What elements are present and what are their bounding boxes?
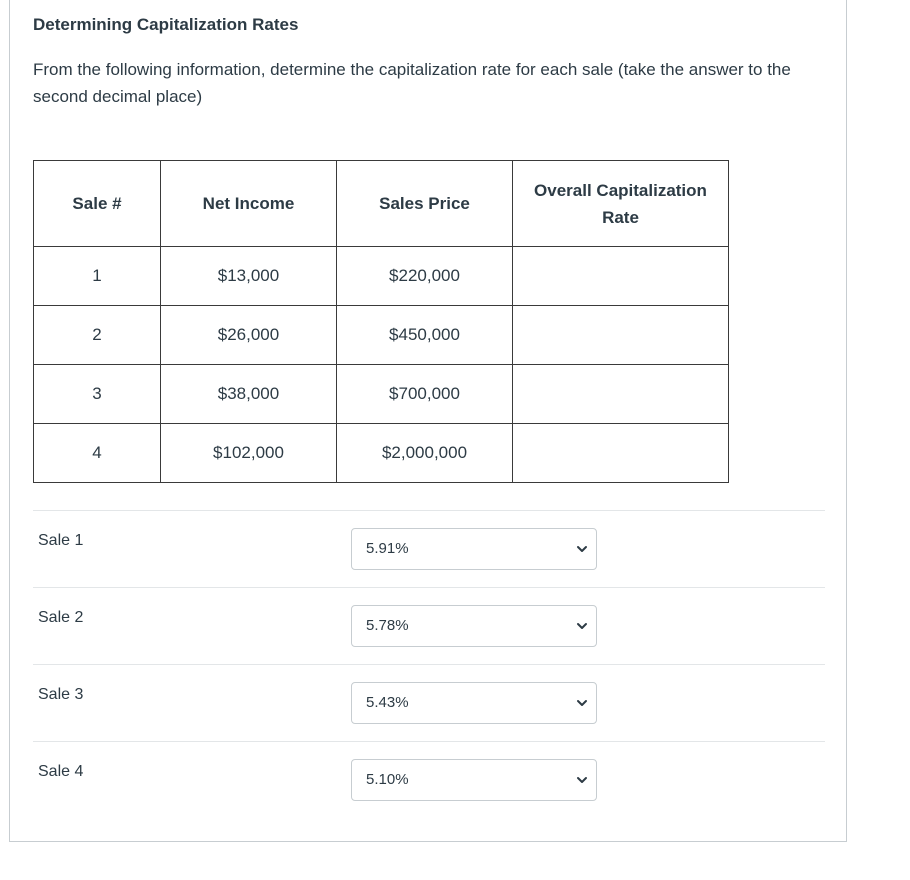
question-prompt: From the following information, determine the capitalization rate for each sale (take the answer to the second decimal place): [33, 60, 791, 106]
header-overall-cap-rate-label: Overall Capitalization Rate: [534, 180, 707, 227]
dropdown-selected-value: 5.10%: [366, 771, 409, 788]
answer-dropdown-sale-3[interactable]: [351, 682, 597, 724]
cell-cap-rate: [513, 424, 729, 483]
header-net-income: Net Income: [161, 161, 337, 247]
cell-cap-rate: [513, 365, 729, 424]
table-row: [34, 306, 729, 365]
header-sales-price: Sales Price: [337, 161, 513, 247]
answer-dropdown-sale-1[interactable]: [351, 528, 597, 570]
sales-table: [33, 160, 729, 483]
chevron-down-icon: [576, 543, 588, 555]
answer-dropdown-sale-2[interactable]: [351, 605, 597, 647]
answer-row-sale-3: [33, 664, 825, 741]
cell-net-income: $38,000: [161, 365, 337, 424]
answer-label: Sale 4: [38, 763, 84, 780]
cell-cap-rate: [513, 247, 729, 306]
chevron-down-icon: [576, 774, 588, 786]
cell-cap-rate: [513, 306, 729, 365]
answer-label: Sale 1: [38, 532, 84, 549]
question-title: Determining Capitalization Rates: [33, 15, 299, 34]
table-row: [34, 247, 729, 306]
dropdown-selected-value: 5.43%: [366, 694, 409, 711]
header-sale-number: Sale #: [34, 161, 161, 247]
cell-net-income: $13,000: [161, 247, 337, 306]
cell-sale-number: 3: [34, 365, 161, 424]
answer-dropdown-sale-4[interactable]: [351, 759, 597, 801]
header-overall-cap-rate: [513, 161, 729, 247]
cell-sales-price: $450,000: [337, 306, 513, 365]
cell-sale-number: 4: [34, 424, 161, 483]
cell-sales-price: $700,000: [337, 365, 513, 424]
cell-net-income: $26,000: [161, 306, 337, 365]
cell-net-income: $102,000: [161, 424, 337, 483]
answer-label: Sale 3: [38, 686, 84, 703]
answer-row-sale-1: [33, 510, 825, 587]
dropdown-selected-value: 5.78%: [366, 617, 409, 634]
chevron-down-icon: [576, 620, 588, 632]
chevron-down-icon: [576, 697, 588, 709]
cell-sales-price: $220,000: [337, 247, 513, 306]
table-header-row: [34, 161, 729, 247]
table-row: [34, 365, 729, 424]
cell-sale-number: 1: [34, 247, 161, 306]
answer-list: [33, 510, 825, 818]
dropdown-selected-value: 5.91%: [366, 540, 409, 557]
answer-label: Sale 2: [38, 609, 84, 626]
answer-row-sale-2: [33, 587, 825, 664]
cell-sale-number: 2: [34, 306, 161, 365]
answer-row-sale-4: [33, 741, 825, 818]
table-row: [34, 424, 729, 483]
cell-sales-price: $2,000,000: [337, 424, 513, 483]
